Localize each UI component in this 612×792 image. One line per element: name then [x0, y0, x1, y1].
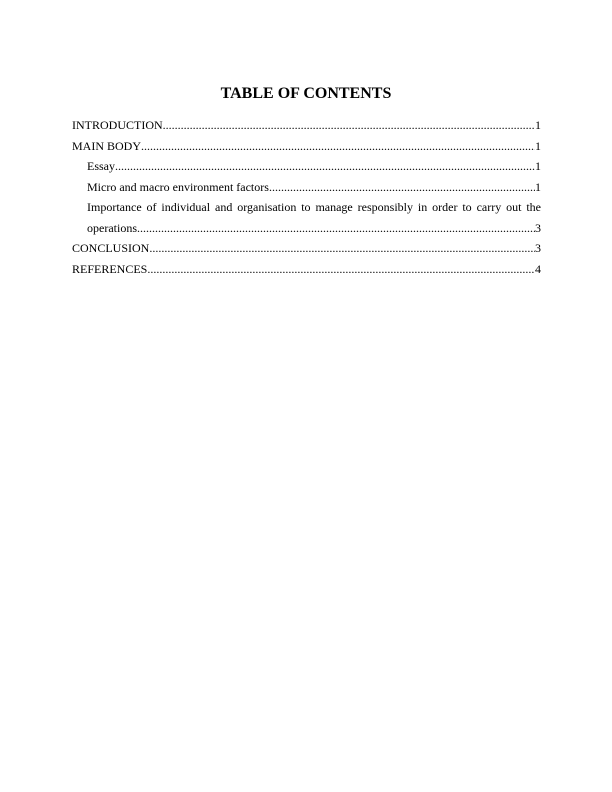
toc-entry-label: INTRODUCTION [72, 118, 163, 132]
toc-title: TABLE OF CONTENTS [220, 85, 392, 102]
toc-entry-page: 1 [535, 138, 541, 153]
toc-entry-label: Micro and macro environment factors [87, 179, 269, 194]
toc-entry-label: Essay [87, 159, 115, 173]
toc-entry-page: 3 [535, 241, 541, 255]
toc-entry-page: 4 [535, 261, 541, 276]
toc-entry-micro-macro[interactable] [72, 177, 541, 198]
toc-leader-dots [137, 218, 535, 239]
toc-entry-label: CONCLUSION [72, 241, 150, 255]
toc-entry-page: 1 [535, 179, 541, 194]
toc-entry-essay[interactable] [72, 156, 541, 177]
toc-list [72, 115, 541, 279]
toc-entry-label: REFERENCES [72, 261, 148, 276]
toc-leader-dots [163, 115, 535, 136]
toc-leader-dots [149, 238, 535, 259]
toc-entry-introduction[interactable] [72, 115, 541, 136]
toc-entry-main-body[interactable] [72, 136, 541, 157]
toc-entry-conclusion[interactable] [72, 238, 541, 259]
toc-entry-label: operations [87, 220, 137, 235]
toc-leader-dots [141, 136, 535, 157]
toc-leader-dots [115, 156, 535, 177]
toc-entry-references[interactable] [72, 259, 541, 280]
toc-leader-dots [147, 259, 535, 280]
toc-entry-label: Importance of individual and organisation to manage responsibly in order to carry out the [87, 200, 541, 214]
toc-entry-page: 3 [535, 220, 541, 235]
toc-entry-page: 1 [535, 118, 541, 132]
toc-leader-dots [269, 177, 535, 198]
toc-entry-label: MAIN BODY [72, 138, 141, 153]
toc-entry-importance-line2[interactable] [72, 218, 541, 239]
toc-entry-importance-line1[interactable] [72, 197, 541, 218]
toc-entry-page: 1 [535, 159, 541, 173]
